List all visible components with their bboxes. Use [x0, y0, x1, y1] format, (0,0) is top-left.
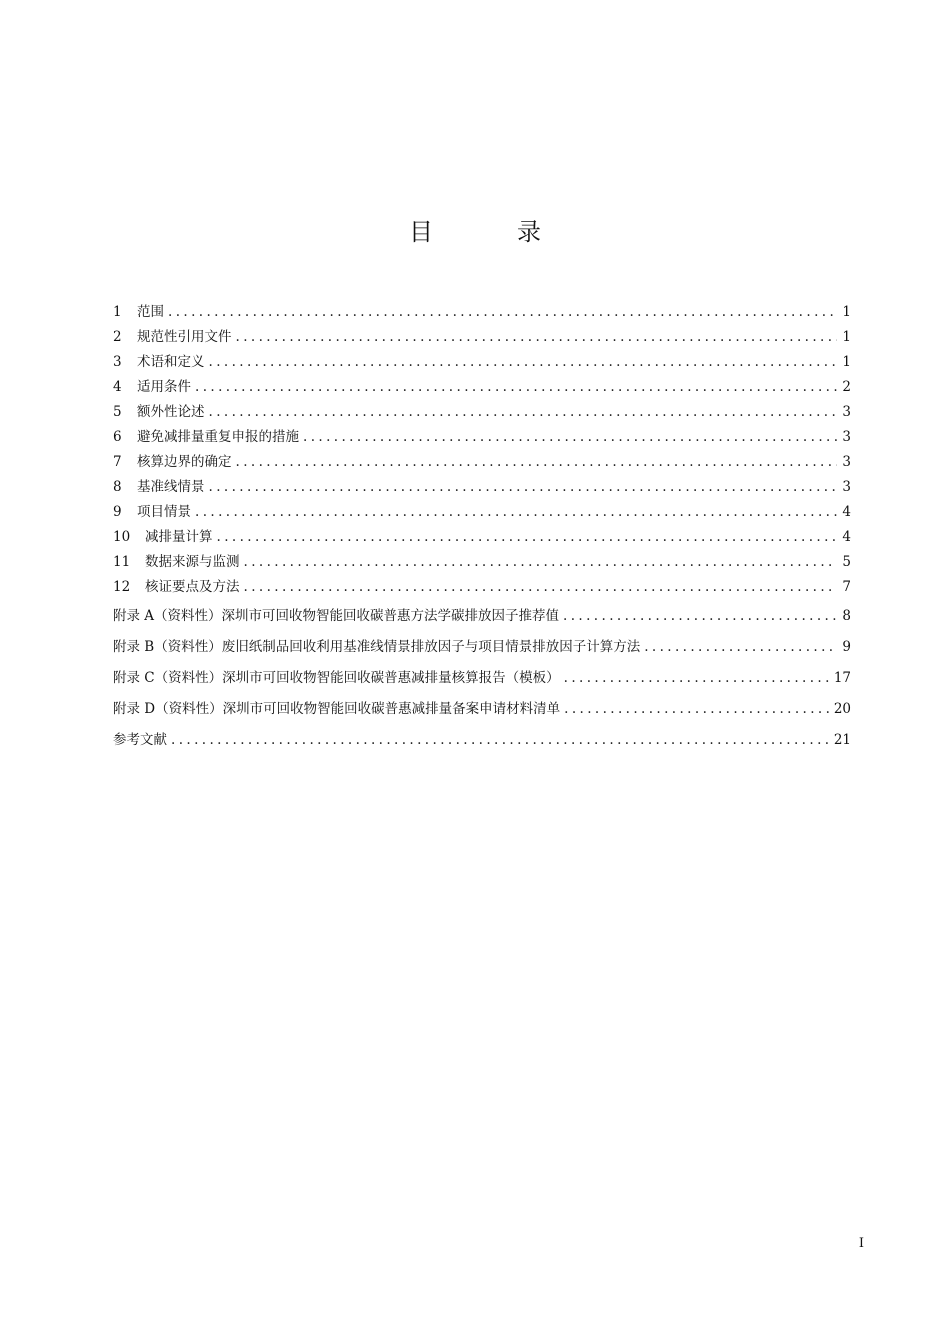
- toc-entry-number: 2: [113, 329, 122, 345]
- toc-appendix-page: 9: [842, 639, 851, 655]
- toc-entry[interactable]: [113, 300, 851, 325]
- toc-entry[interactable]: [113, 475, 851, 500]
- toc-appendix-entry[interactable]: [113, 604, 851, 635]
- dot-leader: [195, 504, 837, 520]
- toc-entry-number: 12: [113, 579, 131, 595]
- toc-entry[interactable]: [113, 375, 851, 400]
- toc-appendix-page: 8: [842, 608, 851, 624]
- dot-leader: [209, 479, 838, 495]
- dot-leader: [236, 454, 838, 470]
- toc-appendix-entry[interactable]: [113, 697, 851, 728]
- toc-entry-page: 4: [842, 529, 851, 545]
- toc-entry-number: 10: [113, 529, 131, 545]
- toc-entry-page: 3: [842, 404, 851, 420]
- dot-leader: [171, 732, 830, 748]
- toc-entry[interactable]: [113, 575, 851, 600]
- toc-entry-number: 4: [113, 379, 122, 395]
- toc-entry-label: 避免减排量重复申报的措施: [137, 429, 299, 445]
- toc-references-label: 参考文献: [113, 732, 167, 748]
- toc-entry-number: 11: [113, 554, 131, 570]
- toc-entry[interactable]: [113, 325, 851, 350]
- toc-references-entry[interactable]: [113, 728, 851, 759]
- toc-entry[interactable]: [113, 400, 851, 425]
- toc-entry-number: 5: [113, 404, 122, 420]
- toc-entry-number: 1: [113, 304, 122, 320]
- page-folio: I: [858, 1236, 864, 1251]
- toc-entry-label: 核证要点及方法: [145, 579, 240, 595]
- toc-appendix-entry[interactable]: [113, 666, 851, 697]
- toc-appendix-page: 20: [833, 701, 851, 717]
- dot-leader: [236, 329, 838, 345]
- toc-appendix-entry[interactable]: [113, 635, 851, 666]
- toc-entry-page: 1: [842, 304, 851, 320]
- page-title: 目 录: [409, 218, 571, 246]
- toc-entry[interactable]: [113, 550, 851, 575]
- toc-appendix-label: 附录 B（资料性）废旧纸制品回收利用基准线情景排放因子与项目情景排放因子计算方法: [113, 639, 641, 655]
- table-of-contents: [113, 300, 851, 759]
- toc-entry-label: 术语和定义: [137, 354, 205, 370]
- toc-entry[interactable]: [113, 425, 851, 450]
- toc-entry-label: 数据来源与监测: [145, 554, 240, 570]
- dot-leader: [209, 354, 838, 370]
- toc-entry-label: 项目情景: [137, 504, 191, 520]
- toc-entry[interactable]: [113, 525, 851, 550]
- toc-appendix-page: 17: [833, 670, 851, 686]
- toc-entry[interactable]: [113, 450, 851, 475]
- toc-entry[interactable]: [113, 500, 851, 525]
- dot-leader: [209, 404, 838, 420]
- dot-leader: [564, 670, 830, 686]
- toc-appendix-label: 附录 A（资料性）深圳市可回收物智能回收碳普惠方法学碳排放因子推荐值: [113, 608, 560, 624]
- toc-entry-page: 3: [842, 479, 851, 495]
- toc-entry-page: 7: [842, 579, 851, 595]
- toc-entry-label: 额外性论述: [137, 404, 205, 420]
- dot-leader: [563, 608, 837, 624]
- toc-appendix-label: 附录 C（资料性）深圳市可回收物智能回收碳普惠减排量核算报告（模板）: [113, 670, 560, 686]
- toc-entry-label: 减排量计算: [145, 529, 213, 545]
- dot-leader: [644, 639, 837, 655]
- toc-entry-number: 3: [113, 354, 122, 370]
- toc-entry-number: 8: [113, 479, 122, 495]
- dot-leader: [217, 529, 838, 545]
- toc-entry-number: 7: [113, 454, 122, 470]
- toc-entry-page: 3: [842, 454, 851, 470]
- toc-entry-page: 5: [842, 554, 851, 570]
- dot-leader: [303, 429, 837, 445]
- dot-leader: [244, 579, 838, 595]
- toc-entry-label: 规范性引用文件: [137, 329, 232, 345]
- dot-leader: [244, 554, 838, 570]
- toc-entry[interactable]: [113, 350, 851, 375]
- toc-entry-page: 3: [842, 429, 851, 445]
- toc-entry-label: 核算边界的确定: [137, 454, 232, 470]
- toc-appendix-label: 附录 D（资料性）深圳市可回收物智能回收碳普惠减排量备案申请材料清单: [113, 701, 561, 717]
- toc-entry-label: 范围: [137, 304, 164, 320]
- toc-entry-page: 4: [842, 504, 851, 520]
- dot-leader: [564, 701, 830, 717]
- toc-entry-number: 6: [113, 429, 122, 445]
- toc-entry-label: 适用条件: [137, 379, 191, 395]
- dot-leader: [195, 379, 837, 395]
- toc-entry-page: 1: [842, 354, 851, 370]
- toc-entry-label: 基准线情景: [137, 479, 205, 495]
- toc-references-page: 21: [833, 732, 851, 748]
- toc-entry-page: 2: [842, 379, 851, 395]
- dot-leader: [168, 304, 837, 320]
- toc-entry-page: 1: [842, 329, 851, 345]
- toc-entry-number: 9: [113, 504, 122, 520]
